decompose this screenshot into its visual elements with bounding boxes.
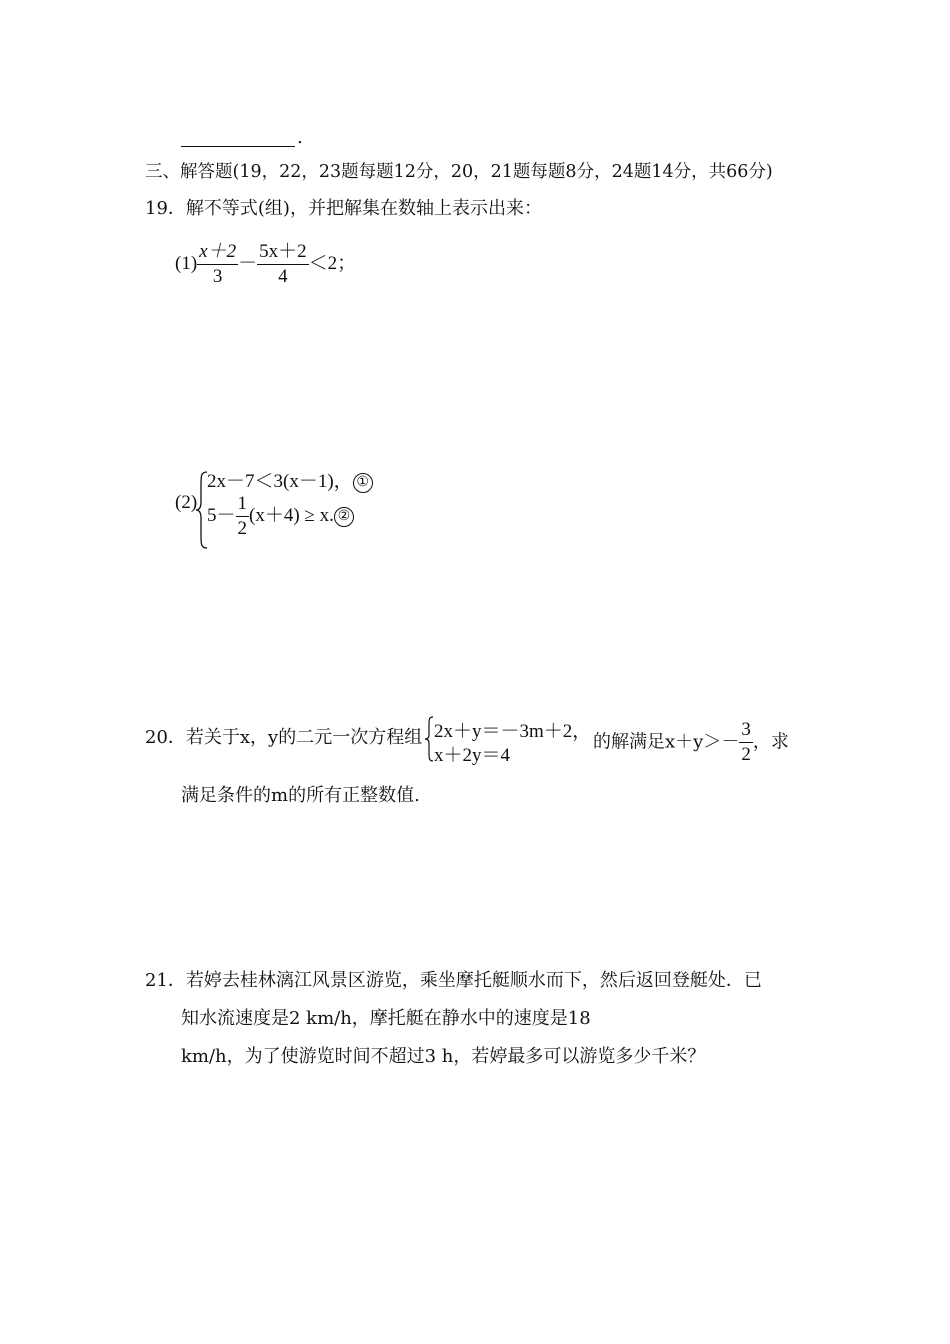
- fraction-denominator: 4: [278, 266, 288, 287]
- question-21-line-2: 知水流速度是2 km/h，摩托艇在静水中的速度是18: [181, 1008, 591, 1029]
- circled-two-marker: ②: [334, 507, 354, 527]
- left-brace: [424, 715, 434, 763]
- system-equation-2: [207, 492, 354, 541]
- blank-period: .: [297, 127, 303, 148]
- fraction-1: [197, 240, 238, 289]
- fraction-denominator: 3: [212, 266, 223, 287]
- question-prefix: 若关于x，y的二元一次方程组: [185, 727, 423, 748]
- part-label: (1): [175, 252, 198, 274]
- circled-one-marker: ①: [353, 473, 373, 493]
- equation-text-b: (x＋4) ≥ x.: [249, 504, 334, 526]
- system-equation-1: [207, 466, 373, 493]
- q19-part1-inequality: [175, 240, 356, 289]
- fraction-denominator: 2: [237, 518, 248, 539]
- minus-sign: －: [238, 252, 258, 274]
- fraction-numerator: x＋2: [197, 240, 238, 265]
- equation-text-a: 5－: [207, 504, 236, 526]
- answer-blank-line: [181, 146, 295, 147]
- fraction-numerator: 3: [739, 718, 753, 743]
- question-number: 19．: [145, 198, 186, 219]
- equation-text: 2x－7＜3(x－1)，: [207, 471, 353, 492]
- question-21: [145, 970, 762, 992]
- fraction-numerator: 1: [236, 492, 250, 517]
- question-prompt: 解不等式(组)，并把解集在数轴上表示出来：: [185, 198, 542, 219]
- question-21-line-3: km/h，为了使游览时间不超过3 h，若婷最多可以游览多少千米？: [181, 1046, 706, 1067]
- fraction-denominator: 2: [741, 744, 751, 765]
- question-20-line-2: 满足条件的m的所有正整数值.: [181, 785, 420, 806]
- fraction-numerator: 5x＋2: [257, 240, 309, 265]
- inequality-rhs: ＜2；: [308, 252, 357, 274]
- question-19: [145, 198, 542, 220]
- section-heading: 三、解答题(19，22，23题每题12分，20，21题每题8分，24题14分，共66分): [145, 162, 773, 182]
- fraction-2: [257, 240, 309, 289]
- fraction-half: [236, 492, 250, 541]
- question-number: 21．: [145, 970, 186, 991]
- condition-text: 的解满足x＋y＞－: [593, 731, 740, 753]
- q19-part2-label: (2): [175, 492, 198, 513]
- question-20-condition: [593, 718, 789, 767]
- fraction-three-halves: [739, 718, 753, 767]
- system-equation-2: x＋2y＝4: [434, 745, 511, 766]
- system-equation-1: 2x＋y＝－3m＋2，: [434, 721, 592, 742]
- condition-suffix: ，求: [752, 731, 789, 753]
- question-20: [145, 727, 422, 749]
- question-line-1: 若婷去桂林漓江风景区游览，乘坐摩托艇顺水而下，然后返回登艇处．已: [185, 970, 762, 991]
- question-number: 20．: [145, 727, 186, 748]
